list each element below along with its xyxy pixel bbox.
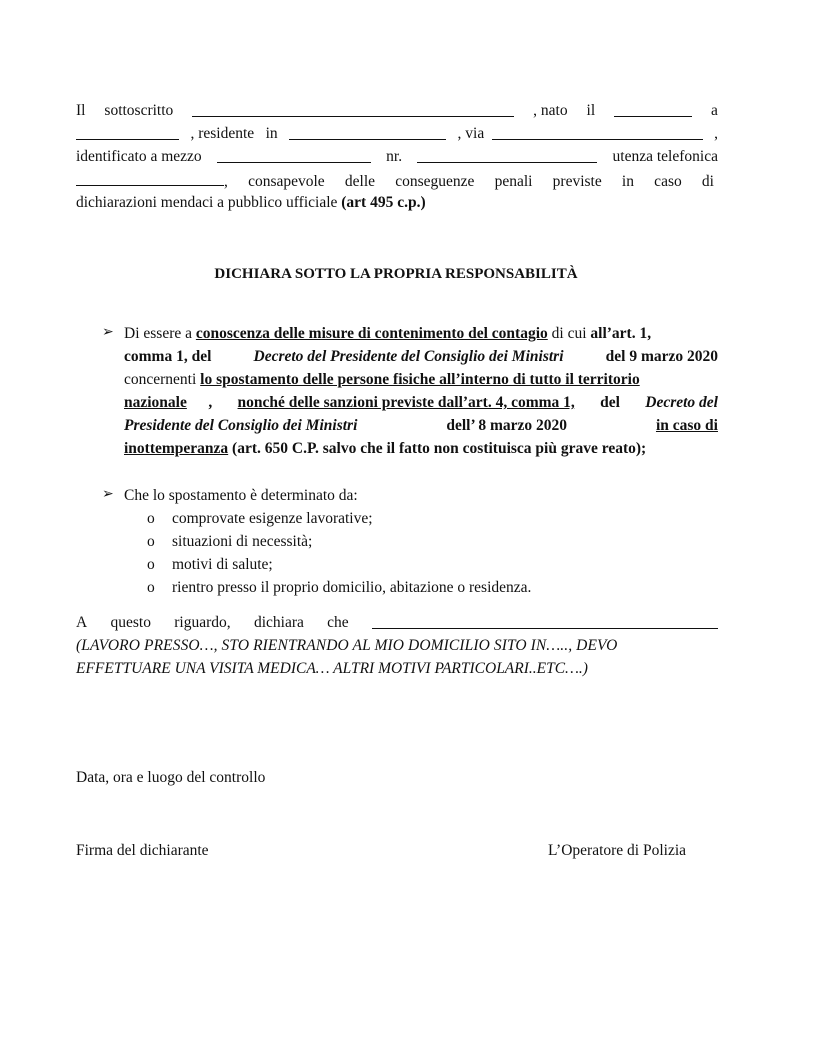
- circle-bullet-icon: o: [147, 579, 155, 596]
- intro-nr: nr.: [386, 148, 403, 165]
- circle-bullet-icon: o: [147, 510, 155, 527]
- birthplace-blank[interactable]: [76, 125, 179, 140]
- regard-note-1: (LAVORO PRESSO…, STO RIENTRANDO AL MIO DOMICILIO SITO IN….., DEVO: [76, 637, 618, 654]
- bullet2-text: Che lo spostamento è determinato da:: [124, 487, 358, 504]
- arrow-bullet-icon: ➢: [102, 325, 114, 340]
- b1-bold: del 9 marzo 2020: [601, 348, 718, 365]
- b1-bold: dell’ 8 marzo 2020: [442, 417, 571, 434]
- b1-text: Di essere a: [124, 325, 196, 342]
- street-blank[interactable]: [492, 125, 703, 140]
- intro-il: Il: [76, 102, 86, 119]
- intro-art495: (art 495 c.p.): [341, 194, 426, 211]
- intro-il-2: il: [586, 102, 596, 119]
- intro-line-4: [76, 171, 718, 191]
- b1-underlined: nonché delle sanzioni previste dall’art. 4, comma 1,: [237, 394, 575, 411]
- date-place-label: Data, ora e luogo del controllo: [76, 769, 266, 786]
- intro-line-3: [76, 148, 718, 166]
- bullet1-line-1: [124, 325, 718, 343]
- phone-blank[interactable]: [76, 171, 224, 186]
- intro-sottoscritto: sottoscritto: [104, 102, 174, 119]
- reason-blank[interactable]: [372, 614, 718, 629]
- declarant-signature-label: Firma del dichiarante: [76, 842, 209, 859]
- reason-item: motivi di salute;: [172, 556, 273, 573]
- intro-residente: , residente: [190, 125, 255, 142]
- id-number-blank[interactable]: [417, 148, 597, 163]
- bullet1-line-2: [124, 348, 718, 366]
- arrow-bullet-icon: ➢: [102, 487, 114, 502]
- intro-comma: ,: [714, 125, 718, 142]
- b1-underlined: inottemperanza: [124, 440, 229, 457]
- regard-note-2: EFFETTUARE UNA VISITA MEDICA… ALTRI MOTIVI PARTICOLARI..ETC….): [76, 660, 588, 677]
- regard-word: A: [76, 614, 88, 631]
- b1-text: concernenti: [124, 371, 201, 388]
- residence-blank[interactable]: [289, 125, 446, 140]
- reason-item: situazioni di necessità;: [172, 533, 313, 550]
- reason-item: rientro presso il proprio domicilio, abitazione o residenza.: [172, 579, 532, 596]
- circle-bullet-icon: o: [147, 556, 155, 573]
- b1-underlined: lo spostamento delle persone fisiche all’interno di tutto il territorio: [200, 371, 640, 388]
- intro-via: , via: [457, 125, 485, 142]
- id-document-blank[interactable]: [217, 148, 371, 163]
- regard-word: questo: [110, 614, 151, 631]
- b1-bold: (art. 650 C.P. salvo che il fatto non costituisca più grave reato);: [228, 440, 647, 457]
- bullet1-line-6: [124, 440, 718, 458]
- intro-identificato: identificato a mezzo: [76, 148, 202, 165]
- b1-decree-title: Presidente del Consiglio dei Ministri: [124, 417, 358, 434]
- bullet1-line-3: [124, 371, 718, 389]
- regard-word: riguardo,: [174, 614, 231, 631]
- intro-line-1: [76, 102, 718, 120]
- b1-decree-title: Decreto del: [645, 394, 718, 411]
- reason-item: comprovate esigenze lavorative;: [172, 510, 373, 527]
- intro-line-2: [76, 125, 718, 143]
- b1-underlined: conoscenza delle misure di contenimento del contagio: [195, 325, 548, 342]
- regard-word: che: [327, 614, 349, 631]
- name-blank[interactable]: [192, 102, 514, 117]
- bullet1-line-4: [124, 394, 718, 412]
- bullet1-line-5: [124, 417, 718, 435]
- birthdate-blank[interactable]: [614, 102, 692, 117]
- circle-bullet-icon: o: [147, 533, 155, 550]
- intro-line-5: [76, 194, 718, 212]
- intro-in: in: [265, 125, 278, 142]
- intro-nato: , nato: [533, 102, 568, 119]
- b1-bold: del: [596, 394, 624, 411]
- b1-text: di cui: [547, 325, 591, 342]
- declaration-heading: DICHIARA SOTTO LA PROPRIA RESPONSABILITÀ: [214, 266, 578, 282]
- b1-bold: ,: [208, 394, 217, 411]
- intro-utenza: utenza telefonica: [612, 148, 718, 165]
- intro-consapevole: , consapevole delle conseguenze penali previste in caso di: [224, 173, 714, 190]
- b1-underlined: nazionale: [124, 394, 187, 411]
- b1-bold: all’art. 1,: [590, 325, 652, 342]
- regard-line: [76, 614, 718, 632]
- intro-mendaci: dichiarazioni mendaci a pubblico ufficiale: [76, 194, 338, 211]
- b1-decree-title: Decreto del Presidente del Consiglio dei Ministri: [253, 348, 564, 365]
- b1-bold: comma 1, del: [124, 348, 216, 365]
- regard-word: dichiara: [253, 614, 304, 631]
- b1-underlined: in caso di: [655, 417, 718, 434]
- intro-a: a: [711, 102, 718, 119]
- officer-signature-label: L’Operatore di Polizia: [548, 842, 687, 859]
